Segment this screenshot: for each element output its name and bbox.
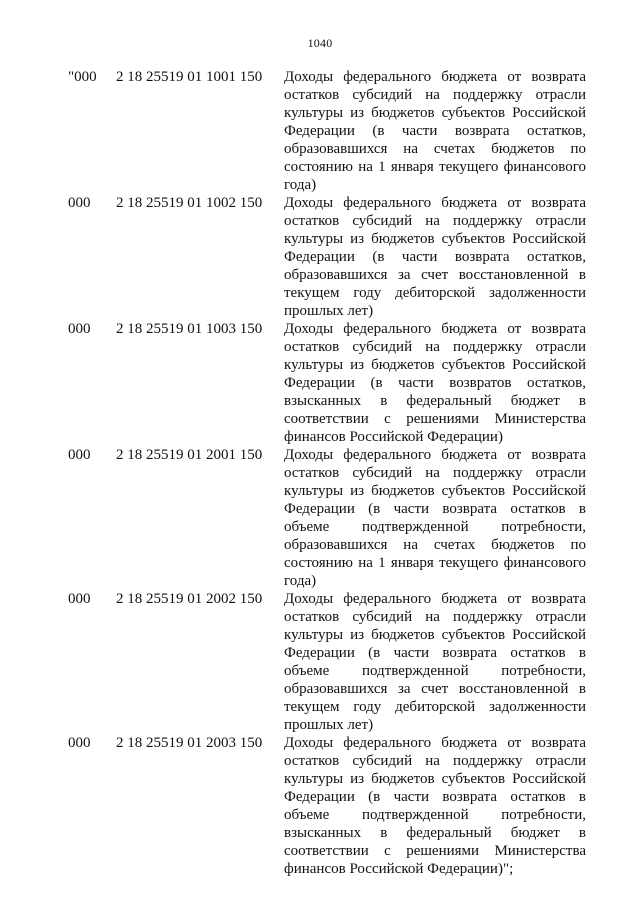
admin-code: 000: [68, 591, 91, 607]
table-row: [0, 68, 640, 194]
income-description: Доходы федерального бюджета от возврата остатков субсидий на поддержку отрасли культуры из бюджетов субъектов Российской Федерации (в части возврата остатков в объеме подтвержденной потребности, образовавшихся за счет восстановленной в текущем году дебиторской задолженности прошлых лет): [284, 591, 586, 733]
income-description: Доходы федерального бюджета от возврата остатков субсидий на поддержку отрасли культуры из бюджетов субъектов Российской Федерации (в части возврата остатков, образовавшихся на счетах бюджетов по состоянию на 1 января текущего финансового года): [284, 69, 586, 193]
admin-code: 000: [68, 321, 91, 337]
table-row: [0, 194, 640, 320]
income-classification-code: 2 18 25519 01 1001 150: [116, 69, 263, 85]
table-row: [0, 590, 640, 734]
table-row: [0, 320, 640, 446]
table-row: [0, 734, 640, 878]
income-code-table: [0, 68, 640, 878]
income-classification-code: 2 18 25519 01 2001 150: [116, 447, 263, 463]
income-description: Доходы федерального бюджета от возврата остатков субсидий на поддержку отрасли культуры из бюджетов субъектов Российской Федерации (в части возврата остатков в объеме подтвержденной потребности, взысканных в федеральный бюджет в соответствии с решениями Министерства финансов Российской Федерации)";: [284, 735, 586, 877]
admin-code: 000: [68, 735, 91, 751]
income-description: Доходы федерального бюджета от возврата остатков субсидий на поддержку отрасли культуры из бюджетов субъектов Российской Федерации (в части возвратов остатков, взысканных в федеральный бюджет в соответствии с решениями Министерства финансов Российской Федерации): [284, 321, 586, 445]
income-description: Доходы федерального бюджета от возврата остатков субсидий на поддержку отрасли культуры из бюджетов субъектов Российской Федерации (в части возврата остатков в объеме подтвержденной потребности, образовавшихся на счетах бюджетов по состоянию на 1 января текущего финансового года): [284, 447, 586, 589]
income-classification-code: 2 18 25519 01 1002 150: [116, 195, 263, 211]
income-classification-code: 2 18 25519 01 2003 150: [116, 735, 263, 751]
table-row: [0, 446, 640, 590]
admin-code: 000: [68, 447, 91, 463]
income-description: Доходы федерального бюджета от возврата остатков субсидий на поддержку отрасли культуры из бюджетов субъектов Российской Федерации (в части возврата остатков, образовавшихся за счет восстановленной в текущем году дебиторской задолженности прошлых лет): [284, 195, 586, 319]
admin-code: "000: [68, 69, 97, 85]
page-number: 1040: [307, 36, 333, 50]
income-classification-code: 2 18 25519 01 1003 150: [116, 321, 263, 337]
admin-code: 000: [68, 195, 91, 211]
income-classification-code: 2 18 25519 01 2002 150: [116, 591, 263, 607]
